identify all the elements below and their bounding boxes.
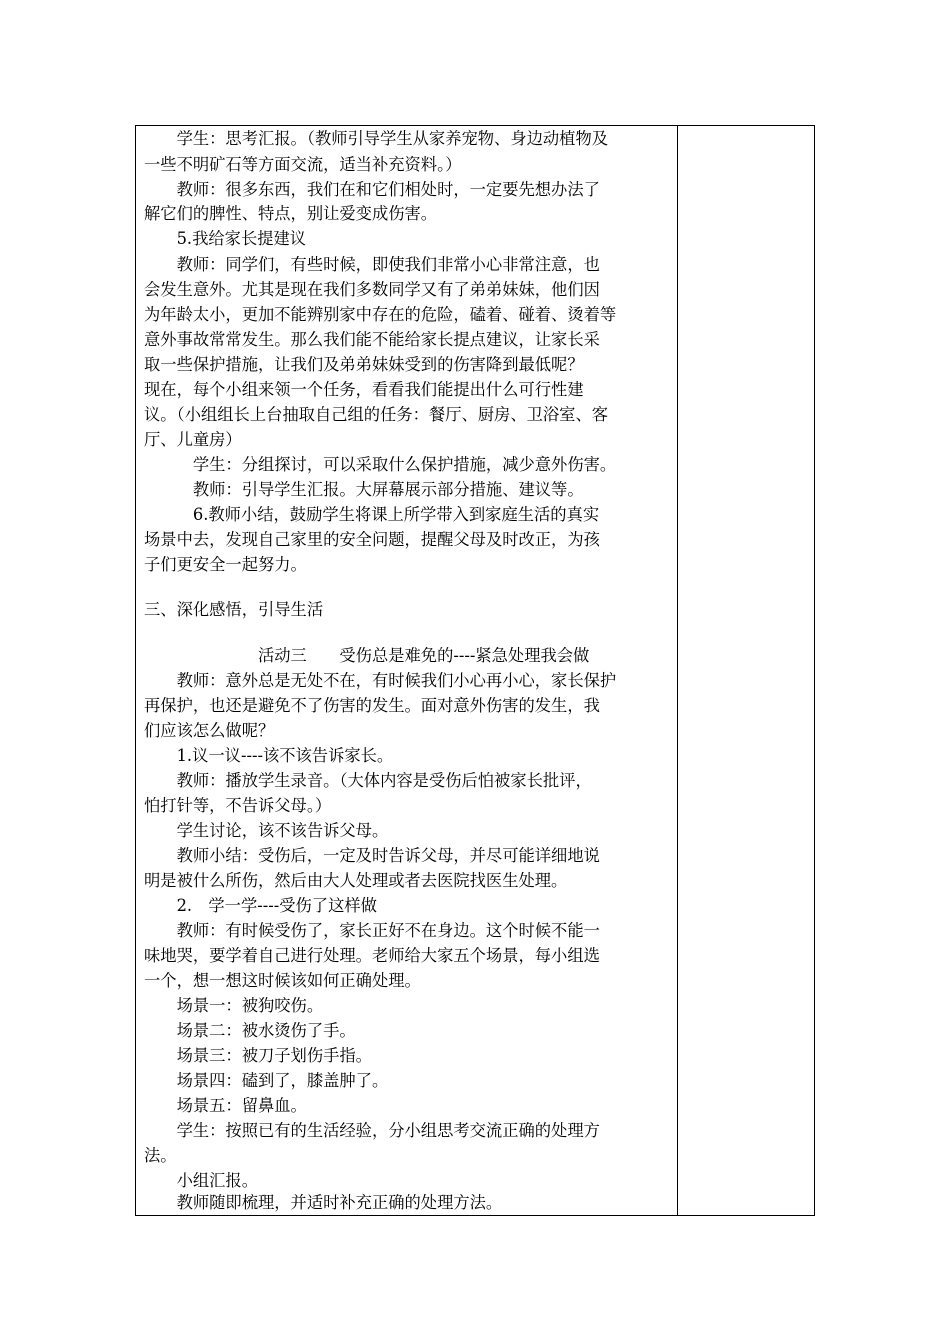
text-line: 场景三：被刀子划伤手指。 (144, 1046, 372, 1065)
text-line: 场景中去，发现自己家里的安全问题，提醒父母及时改正，为孩 (144, 530, 600, 549)
text-line: 厅、儿童房） (144, 430, 242, 449)
text-line: 法。 (144, 1146, 177, 1165)
text-line: 教师：引导学生汇报。大屏幕展示部分措施、建议等。 (144, 480, 584, 499)
activity-heading: 活动三 受伤总是难免的----紧急处理我会做 (144, 646, 590, 665)
text-line: 2. 学一学----受伤了这样做 (144, 896, 377, 915)
text-line: 学生讨论，该不该告诉父母。 (144, 821, 389, 840)
text-line: 学生：分组探讨，可以采取什么保护措施，减少意外伤害。 (144, 455, 617, 474)
text-line: 5.我给家长提建议 (144, 229, 307, 248)
text-line: 学生：思考汇报。（教师引导学生从家养宠物、身边动植物及 (144, 129, 609, 148)
text-line: 怕打针等，不告诉父母。） (144, 796, 332, 815)
text-line: 取一些保护措施，让我们及弟弟妹妹受到的伤害降到最低呢？ (144, 355, 584, 374)
text-line: 场景五：留鼻血。 (144, 1096, 307, 1115)
text-line: 现在，每个小组来领一个任务，看看我们能提出什么可行性建 (144, 380, 584, 399)
text-line: 教师：有时候受伤了，家长正好不在身边。这个时候不能一 (144, 921, 600, 940)
section-heading: 三、深化感悟，引导生活 (144, 600, 324, 619)
text-line: 6.教师小结，鼓励学生将课上所学带入到家庭生活的真实 (144, 505, 600, 524)
text-line: 为年龄太小，更加不能辨别家中存在的危险，磕着、碰着、烫着等 (144, 305, 617, 324)
text-line: 再保护，也还是避免不了伤害的发生。面对意外伤害的发生，我 (144, 696, 600, 715)
lesson-table (135, 125, 815, 1216)
text-line: 子们更安全一起努力。 (144, 555, 307, 574)
text-line: 场景二：被水烫伤了手。 (144, 1021, 356, 1040)
text-line: 场景四：磕到了，膝盖肿了。 (144, 1071, 389, 1090)
text-line: 会发生意外。尤其是现在我们多数同学又有了弟弟妹妹，他们因 (144, 280, 600, 299)
text-line: 教师随即梳理，并适时补充正确的处理方法。 (144, 1193, 503, 1212)
text-line: 学生：按照已有的生活经验，分小组思考交流正确的处理方 (144, 1121, 600, 1140)
text-line: 场景一：被狗咬伤。 (144, 996, 324, 1015)
text-line: 小组汇报。 (144, 1171, 258, 1190)
column-divider (677, 126, 678, 1215)
text-line: 一个，想一想这时候该如何正确处理。 (144, 971, 421, 990)
text-line: 教师：播放学生录音。（大体内容是受伤后怕被家长批评， (144, 771, 592, 790)
text-line: 味地哭，要学着自己进行处理。老师给大家五个场景，每小组选 (144, 946, 600, 965)
text-line: 们应该怎么做呢？ (144, 721, 275, 740)
text-line: 教师：意外总是无处不在，有时候我们小心再小心，家长保护 (144, 671, 617, 690)
text-line: 明是被什么所伤，然后由大人处理或者去医院找医生处理。 (144, 871, 568, 890)
text-line: 解它们的脾性、特点，别让爱变成伤害。 (144, 204, 438, 223)
text-line: 一些不明矿石等方面交流，适当补充资料。） (144, 155, 462, 174)
text-line: 1.议一议----该不该告诉家长。 (144, 746, 394, 765)
text-line: 教师小结：受伤后，一定及时告诉父母，并尽可能详细地说 (144, 846, 600, 865)
text-line: 教师：同学们，有些时候，即使我们非常小心非常注意，也 (144, 255, 600, 274)
text-line: 意外事故常常发生。那么我们能不能给家长提点建议，让家长采 (144, 330, 600, 349)
text-line: 议。（小组组长上台抽取自己组的任务：餐厅、厨房、卫浴室、客 (144, 405, 609, 424)
text-line: 教师：很多东西，我们在和它们相处时，一定要先想办法了 (144, 180, 600, 199)
